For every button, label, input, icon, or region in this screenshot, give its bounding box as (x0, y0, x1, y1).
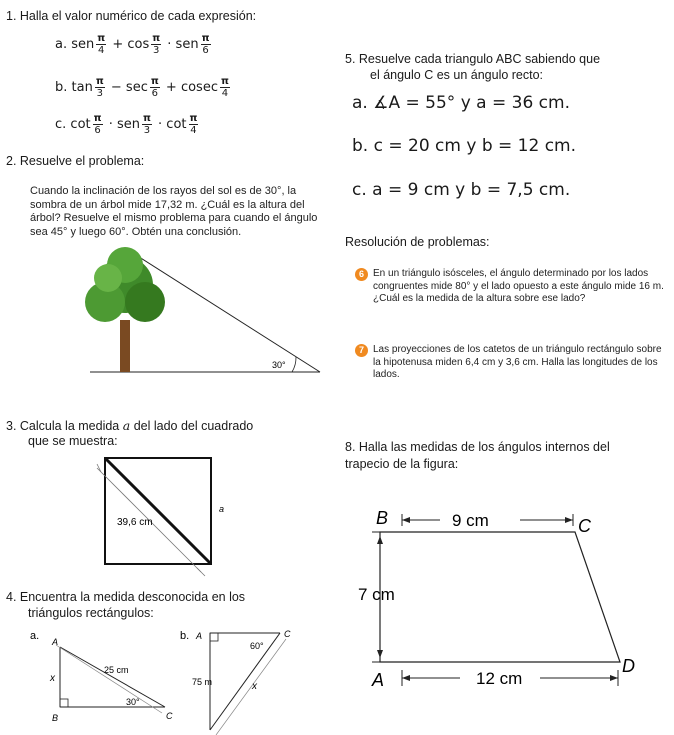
q4-header-2: triángulos rectángulos: (28, 606, 154, 620)
q3-side-label: a (219, 504, 225, 514)
q2-text: Cuando la inclinación de los rayos del sol es de 30°, la sombra de un árbol mide 17,32 m. ¿Cuál es la altura del árbol? Resuelve el mismo problema para cuando el ángulo sea 45° y luego 60°. Obtén una conclusión. (30, 185, 318, 238)
svg-text:60°: 60° (250, 641, 264, 651)
q5-c: c. a = 9 cm y b = 7,5 cm. (352, 180, 571, 200)
svg-text:A: A (196, 631, 203, 641)
q8-vertex-C: C (578, 516, 591, 536)
svg-text:C: C (284, 629, 291, 639)
svg-text:b.: b. (180, 630, 190, 642)
svg-text:30°: 30° (126, 697, 140, 707)
q1-c: c. cot $\frac{\pi}{6}$ · sen $\frac{\pi}{3}$ · cot $\frac{\pi}{4}$ (55, 113, 198, 136)
tree-trunk (120, 320, 130, 372)
q8-header-1: 8. Halla las medidas de los ángulos internos del (345, 440, 610, 454)
q1-header: 1. Halla el valor numérico de cada expresión: (6, 9, 257, 23)
q8-header-2: trapecio de la figura: (345, 457, 459, 471)
problem-6-number: 6 (355, 268, 368, 281)
svg-text:x: x (50, 673, 55, 684)
svg-text:B: B (52, 713, 59, 723)
svg-text:25 cm: 25 cm (104, 665, 129, 675)
q8-left-label: 7 cm (358, 585, 395, 604)
q3-header-1: 3. Calcula la medida a del lado del cuadrado (6, 418, 254, 433)
q8-trapezoid-figure (340, 500, 660, 710)
q2-tree-figure (30, 240, 330, 380)
svg-text:a.: a. (30, 630, 40, 642)
q8-vertex-D: D (622, 656, 635, 676)
trapezoid-shape (380, 532, 620, 662)
q8-vertex-A: A (372, 670, 385, 690)
q3-square-figure (95, 450, 230, 580)
q5-header-2: el ángulo C es un ángulo recto: (370, 68, 544, 82)
svg-text:75 m: 75 m (192, 677, 213, 687)
q8-bottom-label: 12 cm (476, 669, 523, 688)
q2-header: 2. Resuelve el problema: (6, 154, 145, 168)
q1-a: a. sen $\frac{\pi}{4}$ + cos $\frac{\pi}{3}$ · sen $\frac{\pi}{6}$ (55, 33, 210, 56)
resolucion-header: Resolución de problemas: (345, 235, 490, 249)
q8-top-label: 9 cm (452, 511, 489, 530)
problem-7-number: 7 (355, 344, 368, 357)
q2-angle-label: 30° (272, 360, 286, 370)
q4-header-1: 4. Encuentra la medida desconocida en los (6, 590, 246, 604)
q3-header-2: que se muestra: (28, 434, 118, 448)
problem-7-text: Las proyecciones de los catetos de un triángulo rectángulo sobre la hipotenusa miden 6,4 cm y 3,6 cm. Halla las longitudes de los lados. (373, 344, 662, 380)
q1-b: b. tan $\frac{\pi}{3}$ − sec $\frac{\pi}{6}$ + cosec $\frac{\pi}{4}$ (55, 76, 229, 99)
q8-vertex-B: B (376, 508, 389, 528)
svg-text:x: x (252, 681, 257, 692)
q5-a: a. ∡A = 55° y a = 36 cm. (352, 93, 570, 113)
q4a-triangle-figure (30, 625, 180, 735)
svg-text:C: C (166, 711, 173, 721)
problem-6-text: En un triángulo isósceles, el ángulo determinado por los lados congruentes mide 80° y el lado opuesto a este ángulo mide 16 m. ¿Cuál es la medida de la altura sobre ese lado? (373, 268, 664, 304)
q3-diag-label: 39,6 cm (117, 517, 153, 528)
q5-header-1: 5. Resuelve cada triangulo ABC sabiendo que (345, 52, 601, 66)
q5-b: b. c = 20 cm y b = 12 cm. (352, 136, 577, 156)
svg-text:A: A (52, 637, 59, 647)
q4b-triangle-figure (180, 625, 310, 735)
problem-6 (355, 268, 665, 306)
problem-7 (355, 344, 665, 382)
tree-crown-icon (85, 247, 165, 322)
